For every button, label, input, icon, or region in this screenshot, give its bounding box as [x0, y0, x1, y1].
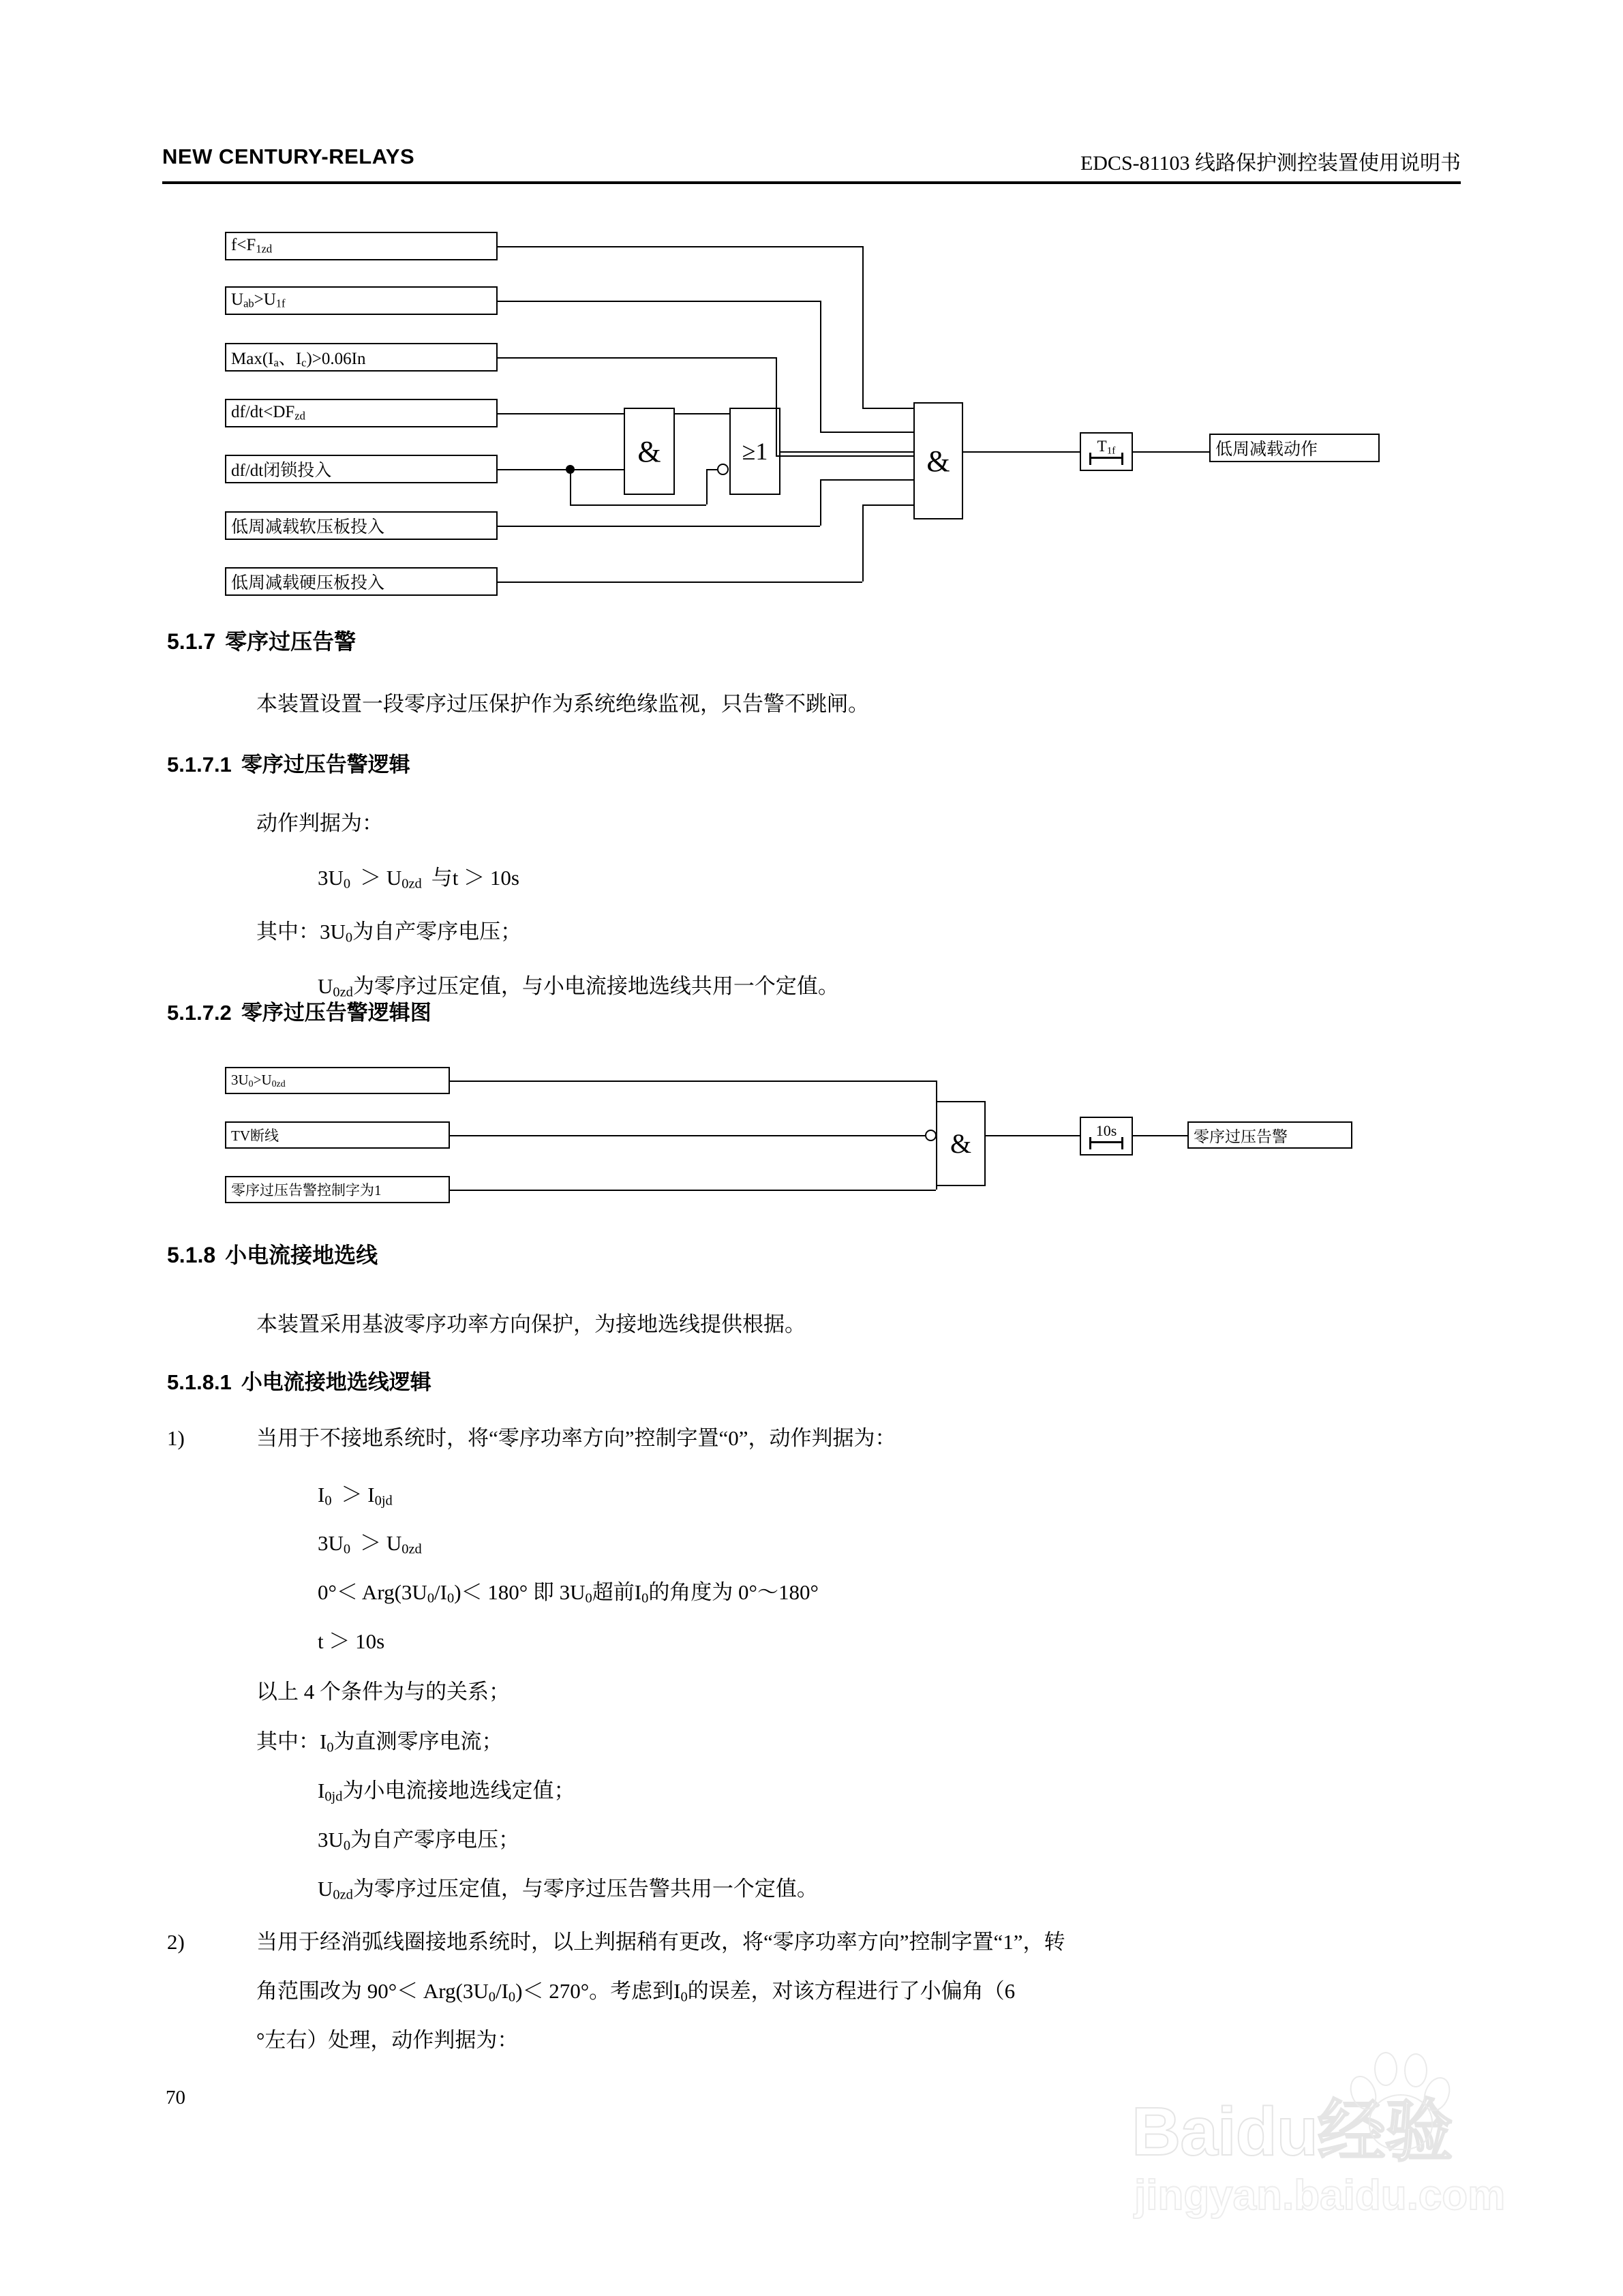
diagram1-input-box-3: [225, 343, 498, 372]
paragraph-5-1-8: 本装置采用基波零序功率方向保护，为接地选线提供根据。: [256, 1312, 806, 1336]
page-number: 70: [166, 2087, 185, 2109]
low-frequency-load-shedding-logic-diagram: [225, 232, 1384, 603]
diagram2-wire-i3-h: [450, 1190, 936, 1191]
intro-5-1-7-1: 动作判据为：: [256, 811, 383, 835]
diagram2-input-box-2: [225, 1121, 450, 1149]
diagram2-input-label-1: $3U_0>U_{0zd}$: [231, 1071, 286, 1089]
diagram2-wire-i1-v: [936, 1081, 937, 1104]
wire-i1-h3: [862, 408, 915, 409]
wire-i3-v: [776, 357, 777, 455]
diagram1-timer-bar-icon: [1089, 457, 1123, 459]
diagram2-timer-box: [1080, 1117, 1133, 1155]
watermark-sub-text: jingyan.baidu.com: [1134, 2172, 1506, 2219]
diagram2-and-gate: &: [936, 1101, 986, 1186]
diagram2-inverting-bubble-icon: [925, 1130, 937, 1141]
wire-i7-v: [862, 504, 864, 581]
baidu-paw-icon: [1351, 2052, 1453, 2161]
wire-i6-h2: [820, 479, 915, 481]
diagram1-and-gate-1: &: [624, 408, 675, 495]
diagram1-input-label-2: $U_{ab}>U_{1f}$: [231, 290, 286, 310]
wire-or-to-and2: [780, 451, 915, 453]
wire-i6-h: [498, 526, 820, 527]
condition-i0-i0jd: $I_0 > I_{0jd}$: [318, 1483, 393, 1509]
diagram1-input-label-4: $df/dt<DF_{zd}$: [231, 403, 305, 423]
diagram1-input-label-5: df/dt闭锁投入: [231, 462, 332, 480]
company-name: NEW CENTURY-RELAYS: [162, 145, 415, 168]
heading-5-1-8-1: 5.1.8.1 小电流接地选线逻辑: [167, 1370, 431, 1394]
diagram1-input-box-2: [225, 286, 498, 315]
paragraph-5-1-7: 本装置设置一段零序过压保护作为系统绝缘监视，只告警不跳闸。: [256, 692, 869, 716]
wire-i2-h: [498, 301, 820, 302]
condition-time: t ＞ 10s: [318, 1629, 385, 1653]
watermark-main-text: Baidu经验: [1132, 2094, 1453, 2170]
diagram2-output-box: [1187, 1121, 1352, 1149]
wire-i5-branch-h: [570, 504, 706, 506]
diagram1-timer-box: [1080, 432, 1133, 471]
definition-3u0: 其中：$3U_0$为自产零序电压；: [256, 920, 522, 946]
wire-i7-h2: [862, 504, 915, 506]
note-and-relation: 以上 4 个条件为与的关系；: [256, 1680, 510, 1704]
condition-3u0-u0zd: $3U_0 > U_{0zd}$: [318, 1531, 422, 1557]
document-title: EDCS-81103 线路保护测控装置使用说明书: [1080, 152, 1461, 175]
wire-i2-h2: [820, 432, 915, 433]
heading-5-1-7-1: 5.1.7.1 零序过压告警逻辑: [167, 753, 410, 776]
diagram2-timer-label: 10s: [1095, 1122, 1117, 1139]
wire-i4-h: [498, 413, 624, 414]
diagram1-input-box-7: [225, 567, 498, 596]
diagram2-input-box-3: [225, 1176, 450, 1203]
diagram2-wire-i1-h: [450, 1081, 936, 1082]
wire-i3-h: [498, 357, 776, 359]
list-item-1-marker: 1): [167, 1426, 185, 1450]
wire-and2-to-timer: [963, 451, 1080, 453]
diagram2-wire-i3-v: [936, 1164, 937, 1190]
diagram2-wire-timer-to-output: [1133, 1135, 1187, 1136]
wire-i5-h: [498, 469, 624, 470]
diagram2-input-box-1: [225, 1067, 450, 1094]
diagram1-output-box: [1209, 434, 1380, 462]
diagram2-input-label-2: TV断线: [231, 1128, 279, 1144]
diagram1-or-gate: ≥1: [729, 408, 780, 495]
wire-i1-h: [498, 246, 627, 247]
or-gate-inverting-bubble-icon: [717, 464, 729, 475]
diagram1-input-label-6: 低周减载软压板投入: [231, 518, 385, 537]
wire-i2-v: [820, 301, 821, 432]
wire-timer-to-output: [1133, 451, 1209, 453]
definition-u0zd-b: $U_{0zd}$为零序过压定值，与零序过压告警共用一个定值。: [318, 1877, 818, 1903]
diagram1-input-box-6: [225, 511, 498, 540]
wire-i5-branch-v: [570, 469, 571, 504]
wire-i1-h2: [627, 246, 862, 247]
wire-i5-branch-v2: [706, 469, 708, 504]
heading-5-1-8: 5.1.8 小电流接地选线: [167, 1243, 378, 1267]
condition-angle-range: $0^\circ< Arg(3U_0/I_0)< 180^\circ$ 即 $3U_0$超前$I_0$的角度为 0°～180°: [318, 1580, 819, 1606]
formula-3u0-u0zd: $3U_0 > U_{0zd}$ 与t ＞ 10s: [318, 866, 519, 892]
definition-i0: 其中：$I_0$为直测零序电流；: [256, 1729, 503, 1755]
list-item-2-line-2: 角范围改为 $90^\circ< Arg(3U_0/I_0)< 270^\circ$。考虑到$I_0$的误差，对该方程进行了小偏角（6: [256, 1979, 1016, 2005]
definition-3u0-b: $3U_0$为自产零序电压；: [318, 1828, 520, 1854]
list-item-2-line-3: °左右）处理，动作判据为：: [256, 2028, 519, 2052]
diagram2-wire-i2-h: [450, 1135, 925, 1136]
diagram2-input-label-3: 零序过压告警控制字为1: [231, 1182, 382, 1198]
diagram1-input-box-4: [225, 399, 498, 427]
diagram1-input-label-3: $Max(I_a$、$I_c)>0.06In$: [231, 349, 366, 369]
heading-5-1-7-2: 5.1.7.2 零序过压告警逻辑图: [167, 1001, 431, 1025]
diagram1-output-label: 低周减载动作: [1215, 440, 1318, 459]
list-item-2-line-1: 当用于经消弧线圈接地系统时，以上判据稍有更改，将“零序功率方向”控制字置“1”，转: [256, 1930, 1065, 1954]
wire-i7-h: [498, 581, 862, 583]
definition-u0zd: $U_{0zd}$为零序过压定值，与小电流接地选线共用一个定值。: [318, 974, 839, 1000]
diagram1-input-box-1: [225, 232, 498, 260]
diagram1-timer-label: $T_{1f}$: [1097, 438, 1116, 457]
diagram2-timer-bar-icon: [1089, 1141, 1123, 1143]
baidu-jingyan-watermark: [1132, 2052, 1554, 2236]
wire-and1-to-or: [675, 413, 729, 414]
diagram1-input-box-5: [225, 455, 498, 483]
wire-i3-h2: [776, 455, 915, 457]
header-divider: [162, 181, 1461, 184]
diagram2-wire-and-to-timer: [986, 1135, 1080, 1136]
diagram2-output-label: 零序过压告警: [1194, 1128, 1288, 1145]
diagram1-input-label-7: 低周减载硬压板投入: [231, 574, 385, 592]
definition-i0jd: $I_{0jd}$为小电流接地选线定值；: [318, 1779, 575, 1804]
heading-5-1-7: 5.1.7 零序过压告警: [167, 629, 357, 654]
list-item-1-text: 当用于不接地系统时，将“零序功率方向”控制字置“0”，动作判据为：: [256, 1426, 896, 1450]
page-header: [162, 145, 1461, 185]
diagram1-and-gate-2: &: [913, 402, 963, 519]
diagram1-input-label-1: $f<F_{1zd}$: [231, 236, 273, 256]
list-item-2-marker: 2): [167, 1930, 185, 1954]
wire-i1-v: [862, 246, 864, 408]
wire-i6-v: [820, 479, 821, 526]
zero-sequence-overvoltage-alarm-logic-diagram: [225, 1060, 1370, 1207]
